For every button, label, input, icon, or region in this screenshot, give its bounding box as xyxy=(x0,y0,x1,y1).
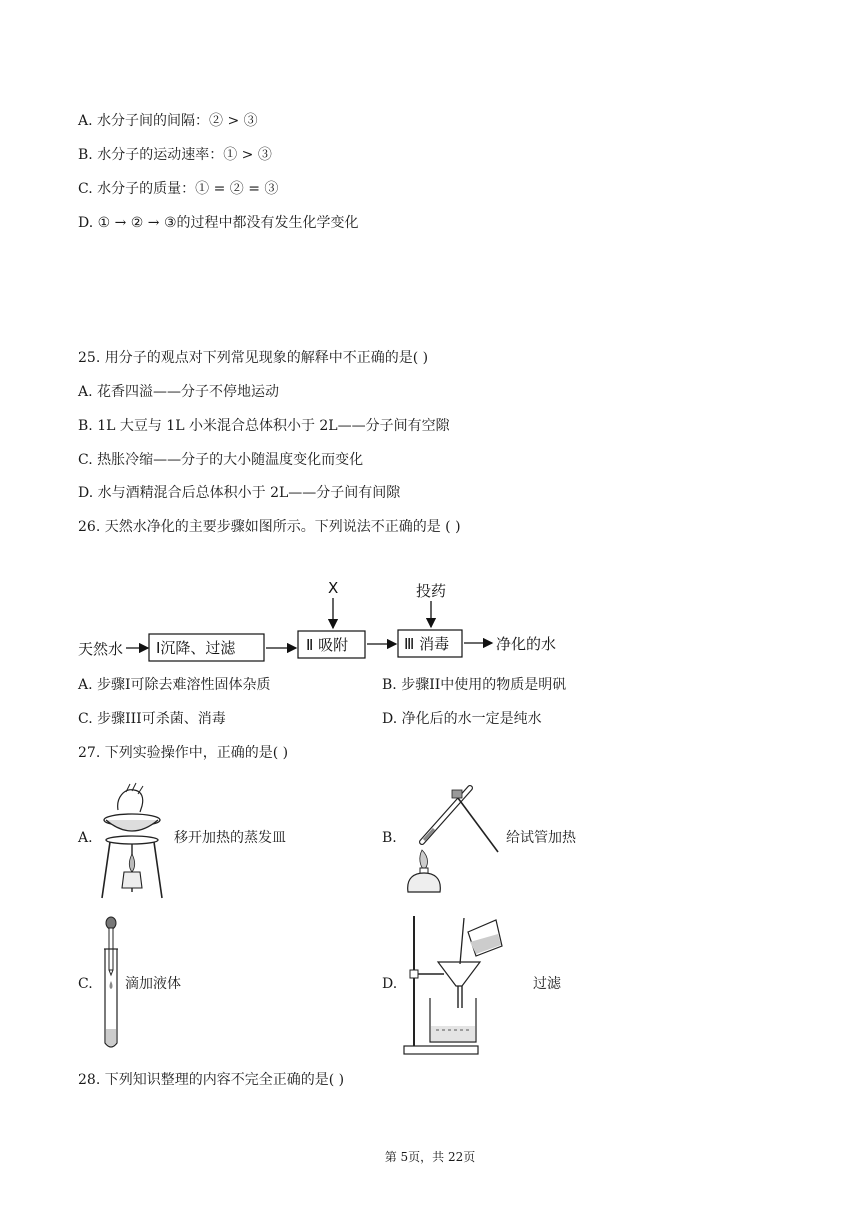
prev-option-a: A. 水分子间的间隔：② > ③ xyxy=(78,113,258,129)
q27-option-c-caption: 滴加液体 xyxy=(125,976,181,992)
q27-option-d-caption: 过滤 xyxy=(533,976,561,992)
filtration-illustration xyxy=(400,912,510,1056)
test-tube-heating-illustration xyxy=(400,780,505,895)
diagram-end-label: 净化的水 xyxy=(496,635,557,653)
q26-option-a: A. 步骤I可除去难溶性固体杂质 xyxy=(78,677,271,693)
prev-option-b: B. 水分子的运动速率：① > ③ xyxy=(78,147,272,163)
step1-label: Ⅰ沉降、过滤 xyxy=(156,639,236,657)
dropper-illustration xyxy=(96,915,126,1053)
diagram-start-label: 天然水 xyxy=(78,640,124,658)
step2-label: Ⅱ 吸附 xyxy=(306,636,349,654)
q26-option-c: C. 步骤III可杀菌、消毒 xyxy=(78,711,226,727)
q25-option-a: A. 花香四溢——分子不停地运动 xyxy=(78,384,280,400)
q27-option-a-letter: A. xyxy=(78,830,93,846)
q27-option-a-caption: 移开加热的蒸发皿 xyxy=(174,830,286,846)
q26-option-b: B. 步骤II中使用的物质是明矾 xyxy=(382,677,567,693)
input-dosing-label: 投药 xyxy=(416,582,447,600)
q27-stem: 27. 下列实验操作中，正确的是( ) xyxy=(78,745,289,761)
prev-option-c: C. 水分子的质量：① = ② = ③ xyxy=(78,181,279,197)
evaporating-dish-illustration xyxy=(96,780,168,900)
prev-option-d: D. ① → ② → ③的过程中都没有发生化学变化 xyxy=(78,215,359,231)
q27-option-b-letter: B. xyxy=(382,830,397,846)
q25-option-b: B. 1L 大豆与 1L 小米混合总体积小于 2L——分子间有空隙 xyxy=(78,418,450,434)
q27-option-c-letter: C. xyxy=(78,976,93,992)
water-purification-diagram xyxy=(76,576,576,666)
input-x-label: X xyxy=(328,579,339,597)
q25-option-c: C. 热胀冷缩——分子的大小随温度变化而变化 xyxy=(78,452,364,468)
q27-option-d-letter: D. xyxy=(382,976,398,992)
step3-label: Ⅲ 消毒 xyxy=(404,635,450,653)
q25-stem: 25. 用分子的观点对下列常见现象的解释中不正确的是( ) xyxy=(78,350,429,366)
q28-stem: 28. 下列知识整理的内容不完全正确的是( ) xyxy=(78,1072,345,1088)
q25-option-d: D. 水与酒精混合后总体积小于 2L——分子间有间隙 xyxy=(78,485,401,501)
q26-option-d: D. 净化后的水一定是纯水 xyxy=(382,711,542,727)
page-footer: 第 5页，共 22页 xyxy=(384,1150,476,1164)
q26-stem: 26. 天然水净化的主要步骤如图所示。下列说法不正确的是 ( ) xyxy=(78,519,461,535)
q27-option-b-caption: 给试管加热 xyxy=(506,830,576,846)
